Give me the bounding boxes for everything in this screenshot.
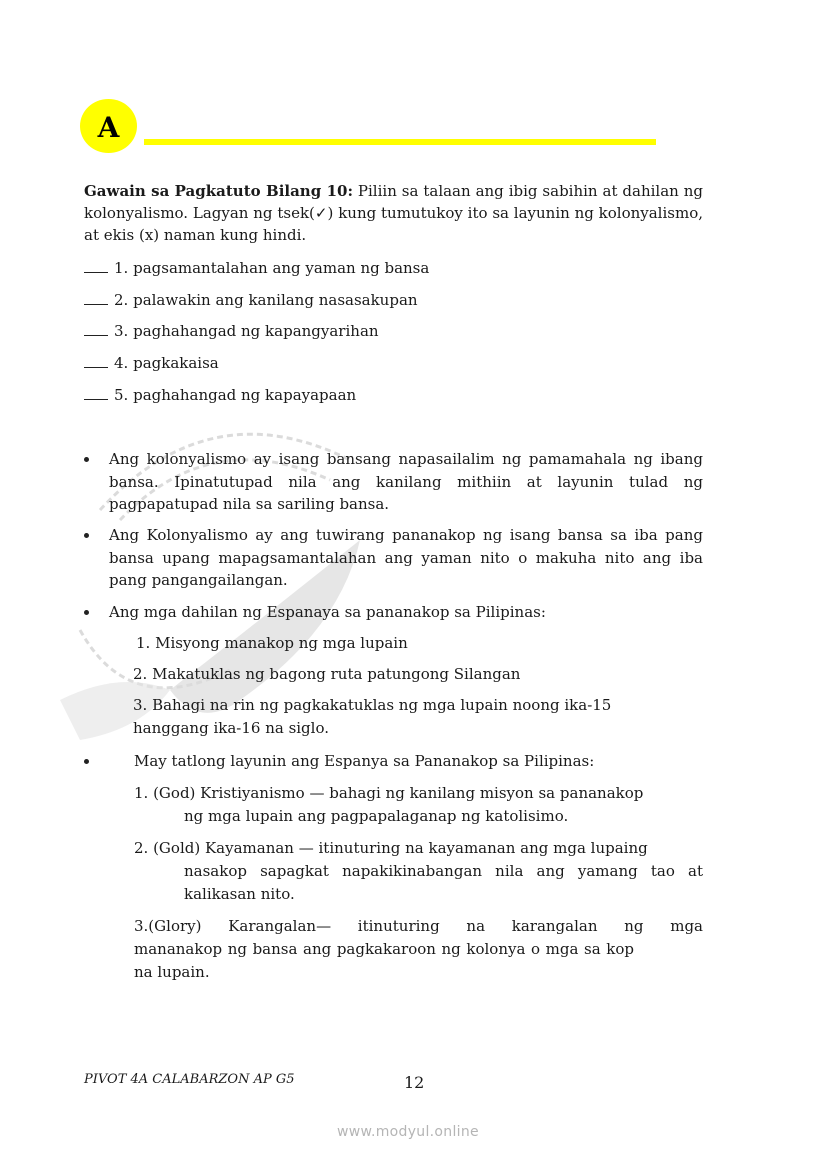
activity-instructions-text: Piliin sa talaan ang ibig sabihin at dahilan ng kolonyalismo. Lagyan ng tsek(✓) kung tumutukoy ito sa layunin ng kolonyalismo, at ekis (x) naman kung hindi. [84,182,703,244]
page-number: 12 [404,1073,425,1092]
section-letter: A [97,110,120,144]
item-text: pagkakaisa [133,354,219,372]
goal-text: 3.(Glory) Karangalan— itinuturing na karangalan ng mga [134,917,703,935]
reason-item: 1. Misyong manakop ng mga lupain [136,634,408,652]
item-text: paghahangad ng kapayapaan [133,386,357,404]
goal-item [134,915,703,984]
reason-item: 2. Makatuklas ng bagong ruta patungong Silangan [133,665,521,683]
answer-item [84,289,418,311]
goal-text: 1. (God) Kristiyanismo — bahagi ng kanilang misyon sa pananakop [134,784,644,802]
item-number: 1. [114,259,129,277]
goal-text-cont: nasakop sapagkat napakikinabangan nila ang yamang tao at kalikasan nito. [184,862,703,903]
goal-text-cont: mananakop ng bansa ang pagkakaroon ng kolonya o mga sa kop na lupain. [134,940,634,981]
bullet-icon [84,533,89,538]
bullet-icon [84,457,89,462]
activity-instructions [84,180,703,246]
note-bullet [84,750,703,773]
activity-title: Gawain sa Pagkatuto Bilang 10: [84,182,353,200]
bullet-text: Ang kolonyalismo ay isang bansang napasailalim ng pamamahala ng ibang bansa. Ipinatutupad nila ang kanilang mithiin at layunin tulad ng pagpapatupad nila sa sariling bansa. [109,450,703,513]
bullet-icon [84,759,89,764]
item-number: 3. [114,322,129,340]
goal-item [134,782,703,828]
note-bullet [84,448,703,516]
item-text: palawakin ang kanilang nasasakupan [133,291,418,309]
bullet-text: Ang mga dahilan ng Espanaya sa pananakop sa Pilipinas: [109,603,546,621]
answer-blank[interactable] [84,290,108,305]
bullet-text: Ang Kolonyalismo ay ang tuwirang pananakop ng isang bansa sa iba pang bansa upang mapagsamantalahan ang yaman nito o makuha nito ang iba pang pangangailangan. [109,526,703,589]
note-bullet [84,524,703,592]
item-text: paghahangad ng kapangyarihan [133,322,379,340]
item-text: pagsamantalahan ang yaman ng bansa [133,259,430,277]
answer-blank[interactable] [84,385,108,400]
bullet-text: May tatlong layunin ang Espanya sa Pananakop sa Pilipinas: [134,752,595,770]
reason-item: 3. Bahagi na rin ng pagkakatuklas ng mga lupain noong ika-15 hanggang ika-16 na siglo. [133,696,612,737]
goal-text: 2. (Gold) Kayamanan — itinuturing na kayamanan ang mga lupaing [134,839,648,857]
item-number: 4. [114,354,129,372]
answer-item [84,257,429,279]
website-link[interactable]: www.modyul.online [337,1124,479,1140]
module-label: PIVOT 4A CALABARZON AP G5 [84,1072,295,1087]
section-badge [80,99,137,153]
goal-text-cont: ng mga lupain ang pagpapalaganap ng katolisimo. [184,807,569,825]
answer-item [84,320,379,342]
note-bullet [84,601,703,624]
item-number: 2. [114,291,129,309]
header-rule [144,139,656,145]
goal-item [134,837,703,906]
answer-blank[interactable] [84,353,108,368]
item-number: 5. [114,386,129,404]
bullet-icon [84,610,89,615]
answer-blank[interactable] [84,258,108,273]
answer-blank[interactable] [84,321,108,336]
answer-item [84,352,219,374]
answer-item [84,384,356,406]
